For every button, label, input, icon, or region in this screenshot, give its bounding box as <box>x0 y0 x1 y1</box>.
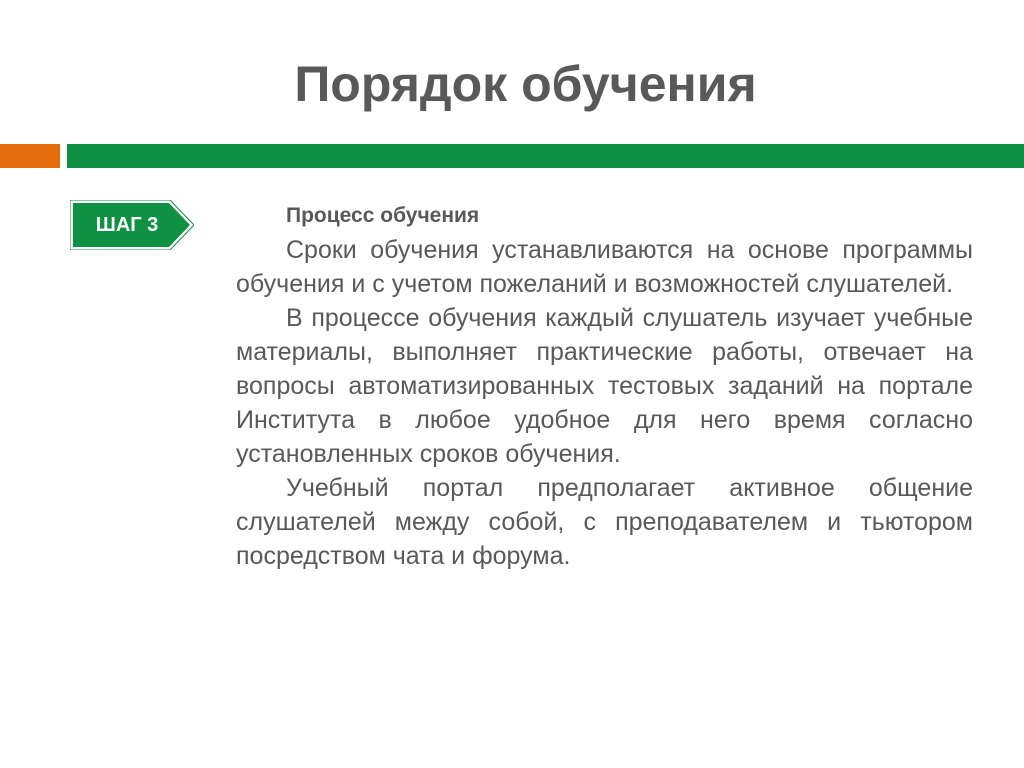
content-block <box>236 199 973 573</box>
page-title: Порядок обучения <box>294 56 757 112</box>
orange-accent-bar <box>0 144 60 168</box>
step-badge <box>70 200 194 250</box>
content-paragraph: В процессе обучения каждый слушатель изучает учебные материалы, выполняет практические работы, отвечает на вопросы автоматизированных тестовых заданий на портале Института в любое удобное для него время согласно установленных сроков обучения. <box>236 304 973 468</box>
content-heading: Процесс обучения <box>286 204 480 227</box>
content-paragraph: Учебный портал предполагает активное общение слушателей между собой, с преподавателем и тьютором посредством чата и форума. <box>236 474 973 570</box>
green-accent-bar <box>67 144 1024 168</box>
content-paragraph: Сроки обучения устанавливаются на основе программы обучения и с учетом пожеланий и возможностей слушателей. <box>236 236 973 298</box>
step-label: ШАГ 3 <box>95 214 159 236</box>
